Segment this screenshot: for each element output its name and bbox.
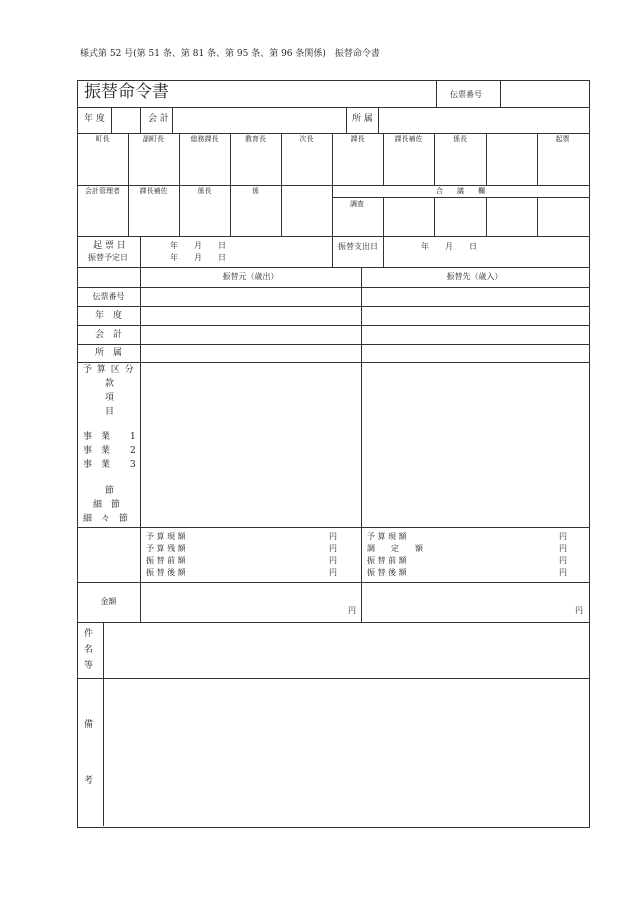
source-yen-4: 円 bbox=[329, 568, 337, 577]
budget-class-heading: 予 算 区 分 bbox=[83, 365, 135, 375]
approval-section-chief: 課長 bbox=[350, 135, 365, 143]
source-total-yen: 円 bbox=[348, 606, 356, 615]
source-budget-class-field[interactable] bbox=[141, 363, 360, 526]
approval-unit-leader-2: 係長 bbox=[197, 187, 212, 195]
dest-amount-label-4: 振 替 後 額 bbox=[367, 568, 407, 577]
department-row-label: 所 属 bbox=[94, 348, 122, 358]
approval-superintendent: 教育長 bbox=[245, 135, 266, 143]
source-account-field[interactable] bbox=[141, 326, 360, 344]
dest-yen-1: 円 bbox=[559, 532, 567, 541]
source-total-amount-field[interactable] bbox=[141, 583, 360, 621]
dest-voucher-number-field[interactable] bbox=[362, 288, 587, 306]
dest-amount-label-2: 調 定 額 bbox=[367, 544, 423, 553]
department-field[interactable] bbox=[379, 108, 587, 132]
account-field[interactable] bbox=[173, 108, 345, 132]
dest-total-amount-field[interactable] bbox=[362, 583, 587, 621]
transfer-planned-date-value[interactable]: 年 月 日 bbox=[170, 253, 226, 262]
project-2-label: 事 業 bbox=[83, 446, 111, 456]
dest-yen-3: 円 bbox=[559, 556, 567, 565]
dest-yen-4: 円 bbox=[559, 568, 567, 577]
budget-item-kan: 款 bbox=[105, 379, 115, 389]
project-3-label: 事 業 bbox=[83, 460, 111, 470]
account-label: 会 計 bbox=[148, 114, 169, 124]
project-2-num: 2 bbox=[130, 446, 136, 456]
source-amount-label-1: 予 算 現 額 bbox=[146, 532, 186, 541]
subject-field[interactable] bbox=[104, 623, 587, 677]
dest-column-header: 振替先（歳入） bbox=[446, 272, 503, 281]
dest-budget-class-field[interactable] bbox=[362, 363, 587, 526]
budget-item-kou: 項 bbox=[105, 393, 115, 403]
section-setsu: 節 bbox=[105, 486, 115, 496]
project-3-num: 3 bbox=[130, 460, 136, 470]
approval-unit-leader: 係長 bbox=[453, 135, 467, 143]
page-title: 振替命令書 bbox=[84, 82, 169, 102]
fiscal-year-row-label: 年 度 bbox=[94, 311, 122, 321]
source-amount-label-4: 振 替 後 額 bbox=[146, 568, 186, 577]
dest-account-field[interactable] bbox=[362, 326, 587, 344]
dest-yen-2: 円 bbox=[559, 544, 567, 553]
remarks-char-1: 備 bbox=[84, 720, 94, 730]
form-reference: 様式第 52 号(第 51 条、第 81 条、第 95 条、第 96 条関係) 振替命令書 bbox=[80, 49, 380, 59]
source-voucher-number-field[interactable] bbox=[141, 288, 360, 306]
total-amount-label: 金額 bbox=[100, 597, 117, 606]
section-sai-setsu: 細 節 bbox=[93, 500, 121, 510]
voucher-number-field[interactable] bbox=[501, 81, 587, 106]
dest-total-yen: 円 bbox=[575, 606, 583, 615]
approval-staff: 係 bbox=[252, 187, 259, 195]
transfer-payment-date-label: 振替支出日 bbox=[338, 242, 378, 251]
source-fiscal-year-field[interactable] bbox=[141, 307, 360, 325]
approval-accounting-manager: 会計管理者 bbox=[85, 187, 120, 195]
approval-general-affairs-chief: 総務課長 bbox=[190, 135, 219, 143]
source-yen-1: 円 bbox=[329, 532, 337, 541]
approval-assistant-chief: 課長補佐 bbox=[394, 135, 423, 143]
voucher-number-row-label: 伝票番号 bbox=[92, 292, 125, 301]
source-yen-2: 円 bbox=[329, 544, 337, 553]
issue-date-value[interactable]: 年 月 日 bbox=[170, 241, 226, 250]
consultation-header: 合 議 欄 bbox=[436, 187, 485, 195]
consultation-survey: 調査 bbox=[350, 200, 364, 208]
transfer-payment-date-value[interactable]: 年 月 日 bbox=[421, 242, 477, 251]
approval-drafter: 起票 bbox=[555, 135, 570, 143]
account-row-label: 会 計 bbox=[94, 330, 122, 340]
subject-char-3: 等 bbox=[84, 661, 94, 671]
remarks-char-2: 考 bbox=[84, 776, 94, 786]
source-amount-label-3: 振 替 前 額 bbox=[146, 556, 186, 565]
issue-date-label: 起 票 日 bbox=[93, 241, 126, 251]
voucher-number-label: 伝票番号 bbox=[450, 90, 482, 99]
dest-amount-label-1: 予 算 現 額 bbox=[367, 532, 407, 541]
fiscal-year-label: 年 度 bbox=[84, 114, 105, 124]
dest-amount-label-3: 振 替 前 額 bbox=[367, 556, 407, 565]
section-saisai-setsu: 細 々 節 bbox=[83, 514, 129, 524]
approval-deputy-director: 次長 bbox=[299, 135, 314, 143]
dest-fiscal-year-field[interactable] bbox=[362, 307, 587, 325]
source-column-header: 振替元（歳出） bbox=[222, 272, 279, 281]
source-amount-label-2: 予 算 残 額 bbox=[146, 544, 186, 553]
source-department-field[interactable] bbox=[141, 345, 360, 362]
budget-item-moku: 目 bbox=[105, 407, 115, 417]
fiscal-year-field[interactable] bbox=[112, 108, 139, 132]
transfer-planned-date-label: 振替予定日 bbox=[88, 253, 128, 262]
project-1-num: 1 bbox=[130, 432, 136, 442]
approval-deputy-mayor: 副町長 bbox=[143, 135, 164, 143]
remarks-field[interactable] bbox=[104, 679, 587, 825]
source-yen-3: 円 bbox=[329, 556, 337, 565]
approval-mayor: 町長 bbox=[95, 135, 110, 143]
dest-department-field[interactable] bbox=[362, 345, 587, 362]
approval-assistant-chief-2: 課長補佐 bbox=[139, 187, 168, 195]
department-label: 所 属 bbox=[352, 114, 373, 124]
subject-char-2: 名 bbox=[84, 645, 94, 655]
project-1-label: 事 業 bbox=[83, 432, 111, 442]
subject-char-1: 件 bbox=[84, 629, 94, 639]
